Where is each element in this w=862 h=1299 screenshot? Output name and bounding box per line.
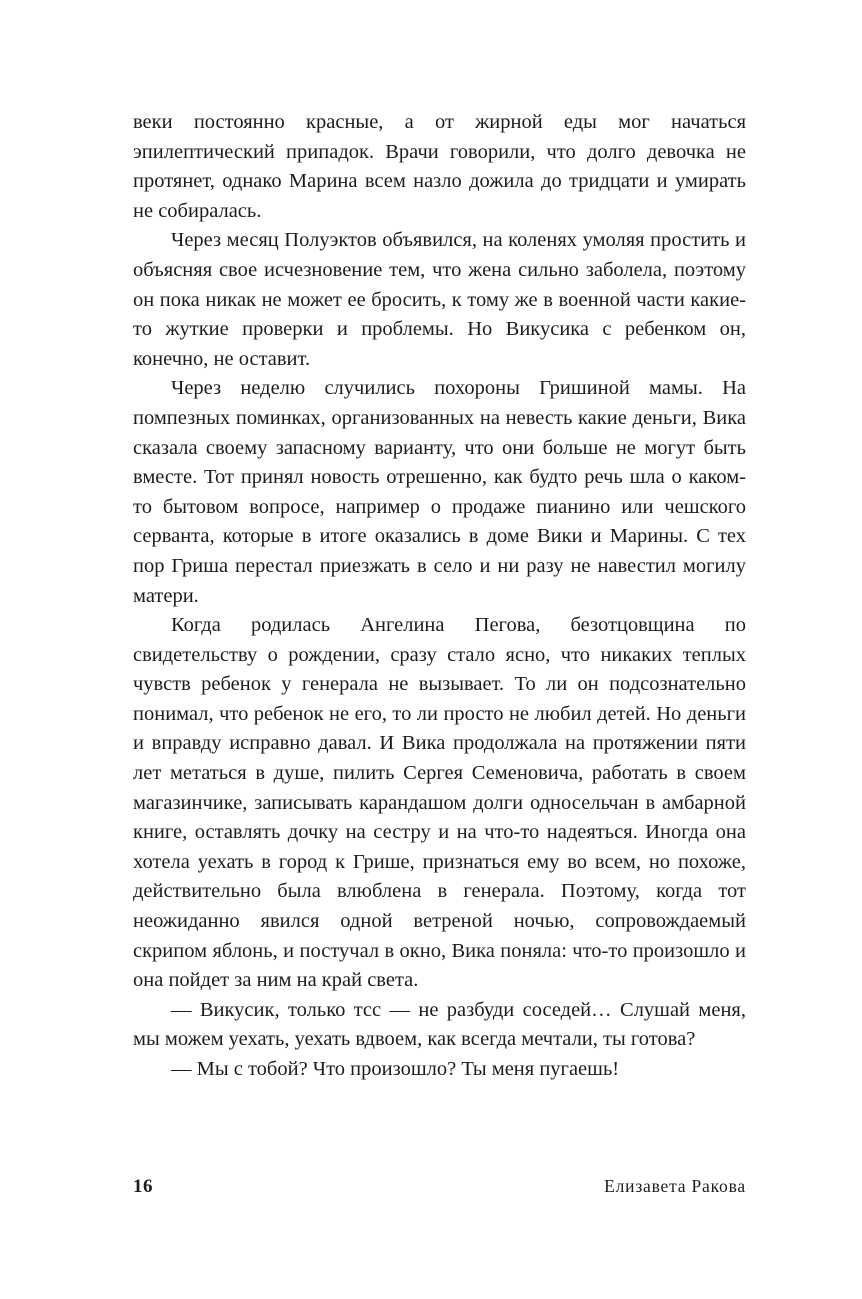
page-footer xyxy=(133,1176,746,1198)
paragraph: веки постоянно красные, а от жирной еды мог начаться эпилептический припадок. Врачи говорили, что долго девочка не протянет, однако Марина всем назло дожила до тридцати и умирать не собиралась. xyxy=(133,111,746,222)
paragraph: Через месяц Полуэктов объявился, на коленях умоляя простить и объясняя свое исчезновение тем, что жена сильно заболела, поэтому он пока никак не может ее бросить, к тому же в военной части какие-то жуткие проверки и проблемы. Но Викусика с ребенком он, конечно, не оставит. xyxy=(133,229,746,370)
running-title-author: Елизавета Ракова xyxy=(604,1176,746,1196)
page-number: 16 xyxy=(133,1176,153,1197)
paragraph: Когда родилась Ангелина Пегова, безотцовщина по свидетельству о рождении, сразу стало ясно, что никаких теплых чувств ребенок у генерала не вызывает. То ли он подсознательно понимал, что ребенок не его, то ли просто не любил детей. Но деньги и вправду исправно давал. И Вика продолжала на протяжении пяти лет метаться в душе, пилить Сергея Семеновича, работать в своем магазинчике, записывать карандашом долги односельчан в амбарной книге, оставлять дочку на сестру и на что-то надеяться. Иногда она хотела уехать в город к Грише, признаться ему во всем, но похоже, действительно была влюблена в генерала. Поэтому, когда тот неожиданно явился одной ветреной ночью, сопровождаемый скрипом яблонь, и постучал в окно, Вика поняла: что-то произошло и она пойдет за ним на край света. xyxy=(133,614,746,992)
page-text xyxy=(133,108,746,1085)
paragraph: — Мы с тобой? Что произошло? Ты меня пугаешь! xyxy=(171,1058,620,1080)
paragraph: Через неделю случились похороны Гришиной мамы. На помпезных поминках, организованных на невесть какие деньги, Вика сказала своему запасному варианту, что они больше не могут быть вместе. Тот принял новость отрешенно, как будто речь шла о каком-то бытовом вопросе, например о продаже пианино или чешского серванта, которые в итоге оказались в доме Вики и Марины. С тех пор Гриша перестал приезжать в село и ни разу не навестил могилу матери. xyxy=(133,377,746,607)
paragraph: — Викусик, только тсс — не разбуди соседей… Слушай меня, мы можем уехать, уехать вдвоем, как всегда мечтали, ты готова? xyxy=(133,998,746,1051)
